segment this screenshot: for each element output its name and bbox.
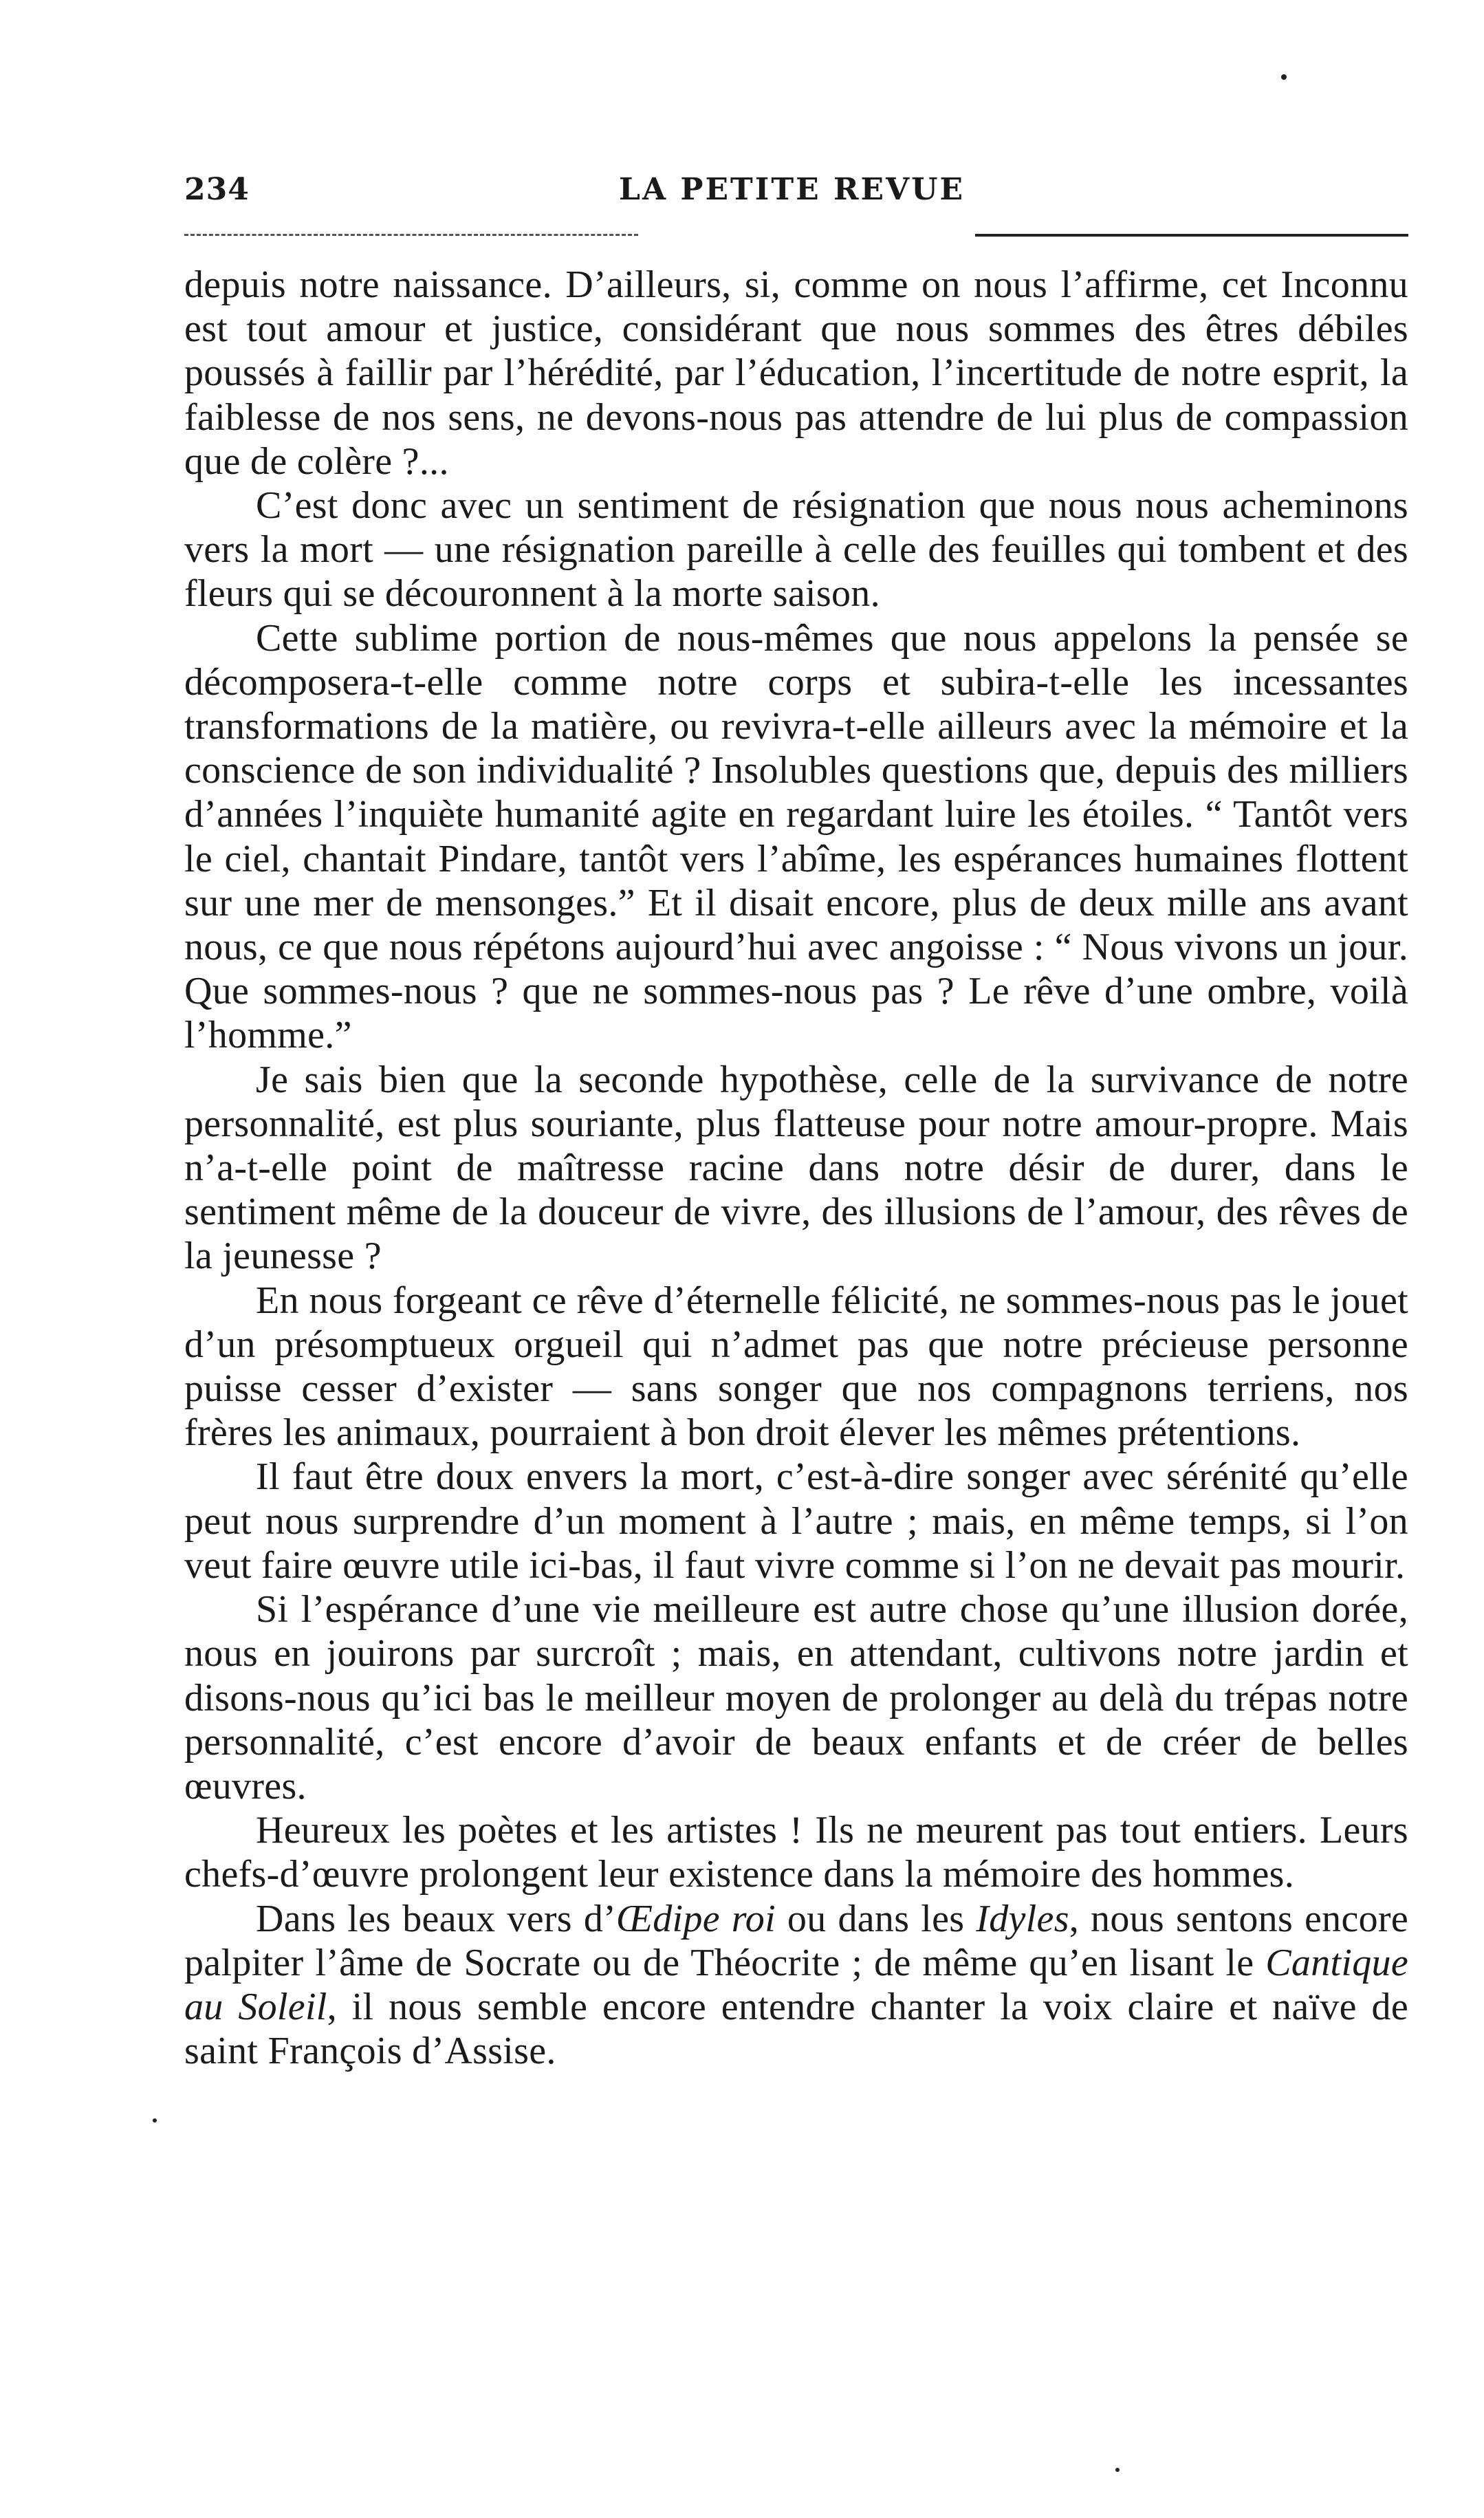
work-title-cantique: Cantique au Soleil: [184, 1941, 1408, 2028]
article-body: [184, 263, 1408, 2073]
paragraph: Si l’espérance d’une vie meilleure est autre chose qu’une illusion dorée, nous en jouirons par surcroît ; mais, en attendant, cultivons notre jardin et disons-nous qu’ici bas le meilleur moyen de prolonger au delà du trépas notre personnalité, c’est encore d’avoir de beaux enfants et de créer de belles œuvres.: [184, 1588, 1408, 1808]
ink-speck: [1281, 74, 1287, 80]
text-run: , il nous semble encore entendre chanter la voix claire et naïve de saint François d’Assise.: [184, 1985, 1408, 2073]
work-title-oedipe: Œdipe roi: [616, 1897, 776, 1940]
text-run: , nous sentons encore palpiter l’âme de Socrate ou de Théocrite ; de même qu’en lisant le: [184, 1897, 1409, 1984]
page-content: [184, 172, 1408, 2073]
page-number: 234: [184, 172, 250, 207]
work-title-idyles: Idyles: [976, 1897, 1069, 1940]
header-rule: [184, 230, 1408, 243]
paragraph: En nous forgeant ce rêve d’éternelle félicité, ne sommes-nous pas le jouet d’un présomptueux orgueil qui n’admet pas que notre précieuse personne puisse cesser d’exister — sans songer que nos compagnons terriens, nos frères les animaux, pourraient à bon droit élever les mêmes prétentions.: [184, 1279, 1408, 1455]
ink-speck: [1115, 2468, 1120, 2472]
paragraph: Je sais bien que la seconde hypothèse, celle de la survivance de notre personnalité, est plus souriante, plus flatteuse pour notre amour-propre. Mais n’a-t-elle point de maîtresse racine dans notre désir de durer, dans le sentiment même de la douceur de vivre, des illusions de l’amour, des rêves de la jeunesse ?: [184, 1058, 1408, 1278]
text-run: Dans les beaux vers d’: [256, 1897, 617, 1940]
running-title: LA PETITE REVUE: [619, 172, 965, 207]
paragraph: Il faut être doux envers la mort, c’est-à-dire songer avec sérénité qu’elle peut nous surprendre d’un moment à l’autre ; mais, en même temps, si l’on veut faire œuvre utile ici-bas, il faut vivre comme si l’on ne devait pas mourir.: [184, 1455, 1408, 1587]
paragraph: Cette sublime portion de nous-mêmes que nous appelons la pensée se décomposera-t-elle comme notre corps et subira-t-elle les incessantes transformations de la matière, ou revivra-t-elle ailleurs avec la mémoire et la conscience de son individualité ? Insolubles questions que, depuis des milliers d’années l’inquiète humanité agite en regardant luire les étoiles. “ Tantôt vers le ciel, chantait Pindare, tantôt vers l’abîme, les espérances humaines flottent sur une mer de mensonges.” Et il disait encore, plus de deux mille ans avant nous, ce que nous répétons aujourd’hui avec angoisse : “ Nous vivons un jour. Que sommes-nous ? que ne sommes-nous pas ? Le rêve d’une ombre, voilà l’homme.”: [184, 616, 1408, 1057]
paragraph: depuis notre naissance. D’ailleurs, si, comme on nous l’affirme, cet Inconnu est tout amour et justice, considérant que nous sommes des êtres débiles poussés à faillir par l’hérédité, par l’éducation, l’incertitude de notre esprit, la faiblesse de nos sens, ne devons-nous pas attendre de lui plus de compassion que de colère ?...: [184, 263, 1408, 483]
ink-speck: [153, 2118, 157, 2123]
text-run: ou dans les: [775, 1897, 976, 1940]
paragraph: C’est donc avec un sentiment de résignation que nous nous acheminons vers la mort — une résignation pareille à celle des feuilles qui tombent et des fleurs qui se découronnent à la morte saison.: [184, 484, 1408, 616]
running-header: [184, 172, 1408, 220]
header-rule-line: [975, 234, 1408, 237]
paragraph: Heureux les poètes et les artistes ! Ils ne meurent pas tout entiers. Leurs chefs-d’œuvre prolongent leur existence dans la mémoire des hommes.: [184, 1809, 1408, 1896]
header-rule-dashes: [184, 234, 638, 236]
paragraph-last: [184, 1897, 1408, 2074]
